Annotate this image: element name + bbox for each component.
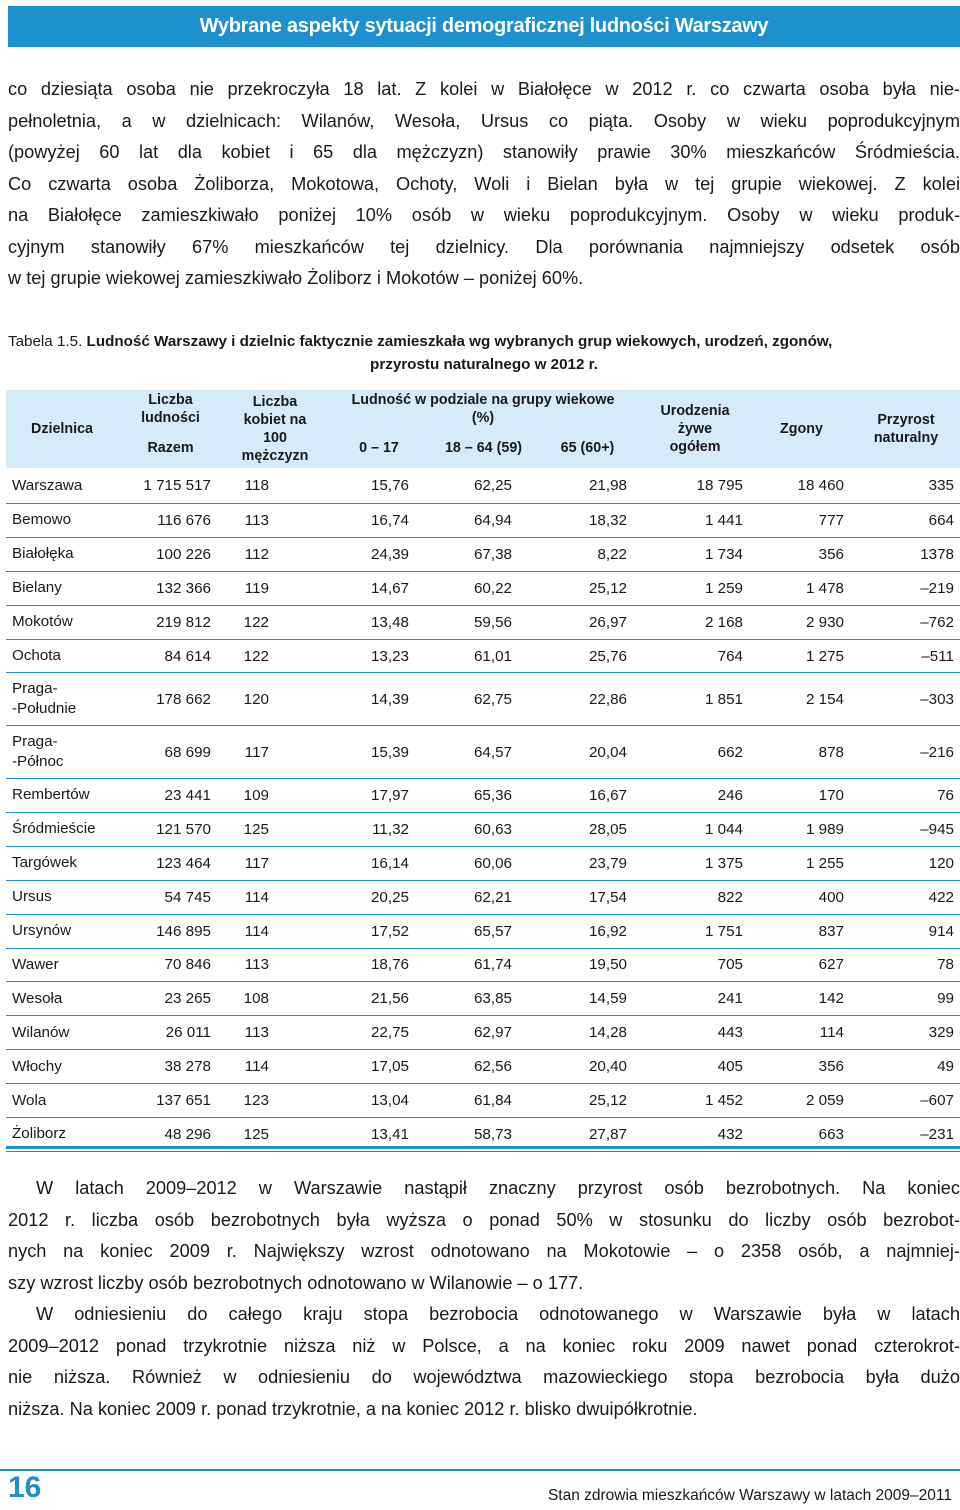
deaths-cell: 2 930 (751, 605, 852, 639)
women-ratio-cell: 119 (223, 571, 327, 605)
age-0-17-cell: 16,74 (327, 504, 431, 538)
growth-cell: 99 (852, 982, 960, 1016)
district-name: Wawer (12, 955, 59, 973)
age-18-64-cell: 60,63 (431, 812, 536, 846)
table-caption (8, 330, 960, 376)
age-18-64-cell: 64,94 (431, 504, 536, 538)
women-ratio-cell: 117 (223, 846, 327, 880)
population-cell: 70 846 (118, 948, 223, 982)
age-0-17-cell: 14,67 (327, 571, 431, 605)
table-row (6, 605, 960, 639)
growth-cell: 664 (852, 504, 960, 538)
age-0-17-cell: 17,05 (327, 1050, 431, 1084)
deaths-cell: 18 460 (751, 468, 852, 504)
age-0-17-cell: 17,52 (327, 914, 431, 948)
births-cell: 2 168 (639, 605, 751, 639)
deaths-cell: 170 (751, 779, 852, 813)
births-cell: 432 (639, 1117, 751, 1151)
age-65-cell: 8,22 (536, 537, 639, 571)
women-ratio-cell: 109 (223, 779, 327, 813)
intro-line: co dziesiąta osoba nie przekroczyła 18 lat. Z kolei w Białołęce w 2012 r. co czwarta osoba była nie- (8, 79, 960, 99)
age-18-64-cell: 62,25 (431, 468, 536, 504)
age-65-cell: 17,54 (536, 880, 639, 914)
deaths-cell: 400 (751, 880, 852, 914)
age-65-cell: 18,32 (536, 504, 639, 538)
district-name-cell (6, 982, 118, 1016)
women-ratio-cell: 114 (223, 1050, 327, 1084)
table-row (6, 779, 960, 813)
district-name: Ursus (12, 888, 52, 906)
women-ratio-cell: 125 (223, 1117, 327, 1151)
age-65-cell: 22,86 (536, 673, 639, 726)
data-table (6, 390, 960, 1152)
population-cell: 178 662 (118, 673, 223, 726)
table-row (6, 880, 960, 914)
age-18-64-cell: 67,38 (431, 537, 536, 571)
age-18-64-cell: 61,74 (431, 948, 536, 982)
births-cell: 1 734 (639, 537, 751, 571)
table-row (6, 468, 960, 504)
age-65-cell: 27,87 (536, 1117, 639, 1151)
deaths-cell: 1 478 (751, 571, 852, 605)
age-18-64-cell: 62,75 (431, 673, 536, 726)
body-line: W odniesieniu do całego kraju stopa bezrobocia odnotowanego w Warszawie była w latach (36, 1304, 960, 1324)
table-title-cont: przyrostu naturalnego w 2012 r. (370, 356, 598, 373)
age-0-17-cell: 20,25 (327, 880, 431, 914)
population-cell: 146 895 (118, 914, 223, 948)
body-paragraphs (8, 1173, 960, 1425)
page-number: 16 (8, 1471, 42, 1504)
age-18-64-cell: 62,97 (431, 1016, 536, 1050)
births-cell: 1 751 (639, 914, 751, 948)
table-row (6, 846, 960, 880)
table-row (6, 1016, 960, 1050)
growth-cell: –762 (852, 605, 960, 639)
growth-cell: 120 (852, 846, 960, 880)
table-row (6, 504, 960, 538)
header-growth: Przyrost naturalny (852, 390, 960, 468)
table-row (6, 1084, 960, 1118)
growth-cell: –511 (852, 639, 960, 673)
intro-line: pełnoletnia, a w dzielnicach: Wilanów, Wesoła, Ursus co piąta. Osoby w wieku poprodukcyjnym (8, 110, 960, 131)
body-line: szy wzrost liczby osób bezrobotnych odnotowano w Wilanowie – o 177. (8, 1272, 584, 1293)
district-name-cell (6, 948, 118, 982)
births-cell: 662 (639, 726, 751, 779)
births-cell: 822 (639, 880, 751, 914)
women-ratio-cell: 122 (223, 639, 327, 673)
deaths-cell: 1 255 (751, 846, 852, 880)
age-0-17-cell: 22,75 (327, 1016, 431, 1050)
district-name: Bemowo (12, 511, 72, 529)
district-name-cell (6, 812, 118, 846)
age-0-17-cell: 13,48 (327, 605, 431, 639)
age-65-cell: 25,12 (536, 1084, 639, 1118)
age-18-64-cell: 61,01 (431, 639, 536, 673)
district-name-cell (6, 468, 118, 504)
table-row (6, 1050, 960, 1084)
table-row (6, 639, 960, 673)
age-18-64-cell: 62,21 (431, 880, 536, 914)
births-cell: 705 (639, 948, 751, 982)
district-name: Żoliborz (12, 1125, 67, 1143)
header-age-65: 65 (60+) (536, 428, 639, 468)
growth-cell: 1378 (852, 537, 960, 571)
population-cell: 84 614 (118, 639, 223, 673)
age-65-cell: 14,28 (536, 1016, 639, 1050)
district-name: Włochy (12, 1057, 62, 1075)
district-name: Ochota (12, 647, 61, 664)
header-age-0-17: 0 – 17 (327, 428, 431, 468)
population-cell: 68 699 (118, 726, 223, 779)
growth-cell: –216 (852, 726, 960, 779)
header-population-sub: Razem (118, 428, 223, 468)
births-cell: 405 (639, 1050, 751, 1084)
district-name-cont: -Północ (12, 753, 64, 771)
population-cell: 48 296 (118, 1117, 223, 1151)
district-name-cell (6, 673, 118, 726)
growth-cell: 78 (852, 948, 960, 982)
age-65-cell: 16,67 (536, 779, 639, 813)
women-ratio-cell: 112 (223, 537, 327, 571)
deaths-cell: 114 (751, 1016, 852, 1050)
births-cell: 1 375 (639, 846, 751, 880)
growth-cell: –945 (852, 812, 960, 846)
women-ratio-cell: 117 (223, 726, 327, 779)
district-name: Ursynów (12, 922, 72, 940)
women-ratio-cell: 113 (223, 504, 327, 538)
district-name-cell (6, 639, 118, 673)
district-name-cell (6, 1050, 118, 1084)
table-row (6, 571, 960, 605)
growth-cell: –231 (852, 1117, 960, 1151)
deaths-cell: 837 (751, 914, 852, 948)
section-header-banner (8, 6, 960, 47)
growth-cell: 49 (852, 1050, 960, 1084)
table-body (6, 468, 960, 1151)
district-name: Wilanów (12, 1023, 70, 1041)
growth-cell: –219 (852, 571, 960, 605)
women-ratio-cell: 114 (223, 914, 327, 948)
header-women-ratio: Liczba kobiet na 100 mężczyzn (223, 390, 327, 468)
age-18-64-cell: 60,22 (431, 571, 536, 605)
district-name: Targówek (12, 854, 77, 872)
district-name: Śródmieście (12, 820, 96, 838)
population-cell: 23 441 (118, 779, 223, 813)
population-cell: 132 366 (118, 571, 223, 605)
deaths-cell: 2 059 (751, 1084, 852, 1118)
age-65-cell: 20,04 (536, 726, 639, 779)
age-65-cell: 26,97 (536, 605, 639, 639)
deaths-cell: 356 (751, 537, 852, 571)
growth-cell: 422 (852, 880, 960, 914)
district-name: Wesoła (12, 989, 63, 1007)
age-18-64-cell: 58,73 (431, 1117, 536, 1151)
age-65-cell: 20,40 (536, 1050, 639, 1084)
growth-cell: 914 (852, 914, 960, 948)
population-cell: 219 812 (118, 605, 223, 639)
deaths-cell: 627 (751, 948, 852, 982)
district-name-cell (6, 605, 118, 639)
intro-line: cyjnym stanowiły 67% mieszkańców tej dzielnicy. Dla porównania najmniejszy odsetek osób (8, 236, 960, 257)
district-name-cell (6, 914, 118, 948)
age-18-64-cell: 63,85 (431, 982, 536, 1016)
age-65-cell: 16,92 (536, 914, 639, 948)
population-cell: 121 570 (118, 812, 223, 846)
age-0-17-cell: 16,14 (327, 846, 431, 880)
body-line: 2009–2012 ponad trzykrotnie niższa niż w Polsce, a na koniec roku 2009 nawet ponad czterokrot- (8, 1335, 960, 1356)
age-65-cell: 19,50 (536, 948, 639, 982)
district-name-cell (6, 880, 118, 914)
district-name: Bielany (12, 579, 62, 597)
women-ratio-cell: 125 (223, 812, 327, 846)
header-age-18-64: 18 – 64 (59) (431, 428, 536, 468)
table-label: Tabela 1.5. (8, 333, 83, 350)
table-row (6, 726, 960, 779)
births-cell: 241 (639, 982, 751, 1016)
age-0-17-cell: 15,76 (327, 468, 431, 504)
intro-line: w tej grupie wiekowej zamieszkiwało Żoliborz i Mokotów – poniżej 60%. (8, 268, 584, 288)
age-0-17-cell: 24,39 (327, 537, 431, 571)
age-18-64-cell: 65,36 (431, 779, 536, 813)
births-cell: 246 (639, 779, 751, 813)
age-0-17-cell: 13,04 (327, 1084, 431, 1118)
header-births: Urodzenia żywe ogółem (639, 390, 751, 468)
district-name: Białołęka (12, 545, 74, 563)
age-0-17-cell: 18,76 (327, 948, 431, 982)
table-row (6, 673, 960, 726)
age-65-cell: 28,05 (536, 812, 639, 846)
deaths-cell: 356 (751, 1050, 852, 1084)
district-name: Wola (12, 1091, 47, 1109)
population-cell: 54 745 (118, 880, 223, 914)
births-cell: 443 (639, 1016, 751, 1050)
births-cell: 1 851 (639, 673, 751, 726)
growth-cell: 335 (852, 468, 960, 504)
age-18-64-cell: 61,84 (431, 1084, 536, 1118)
district-name-cell (6, 504, 118, 538)
publication-title: Stan zdrowia mieszkańców Warszawy w latach 2009–2011 (547, 1487, 952, 1504)
table-row (6, 948, 960, 982)
women-ratio-cell: 113 (223, 1016, 327, 1050)
footer-rule (0, 1469, 960, 1471)
district-name-cont: -Południe (12, 700, 77, 718)
population-cell: 116 676 (118, 504, 223, 538)
age-18-64-cell: 60,06 (431, 846, 536, 880)
district-name-cell (6, 1016, 118, 1050)
section-title: Wybrane aspekty sytuacji demograficznej ludności Warszawy (199, 15, 769, 37)
age-18-64-cell: 59,56 (431, 605, 536, 639)
district-name: Rembertów (12, 786, 90, 804)
deaths-cell: 2 154 (751, 673, 852, 726)
intro-paragraph (8, 74, 960, 295)
age-0-17-cell: 13,23 (327, 639, 431, 673)
age-65-cell: 25,76 (536, 639, 639, 673)
deaths-cell: 777 (751, 504, 852, 538)
table-row (6, 537, 960, 571)
population-cell: 38 278 (118, 1050, 223, 1084)
population-cell: 123 464 (118, 846, 223, 880)
district-name-cell (6, 1084, 118, 1118)
header-population: Liczba ludności (118, 390, 223, 428)
age-0-17-cell: 11,32 (327, 812, 431, 846)
age-65-cell: 25,12 (536, 571, 639, 605)
women-ratio-cell: 108 (223, 982, 327, 1016)
body-line: 2012 r. liczba osób bezrobotnych była wyższa o ponad 50% w stosunku do liczby osób bezrobot- (8, 1209, 960, 1230)
body-line: nie niższa. Również w odniesieniu do województwa mazowieckiego stopa bezrobocia była dużo (8, 1367, 960, 1387)
growth-cell: 329 (852, 1016, 960, 1050)
district-name: Praga- (12, 733, 58, 751)
table-row (6, 914, 960, 948)
header-district: Dzielnica (6, 390, 118, 468)
women-ratio-cell: 118 (223, 468, 327, 504)
district-name: Praga- (12, 680, 58, 698)
deaths-cell: 142 (751, 982, 852, 1016)
births-cell: 1 044 (639, 812, 751, 846)
age-65-cell: 23,79 (536, 846, 639, 880)
age-0-17-cell: 13,41 (327, 1117, 431, 1151)
age-0-17-cell: 15,39 (327, 726, 431, 779)
intro-line: (powyżej 60 lat dla kobiet i 65 dla mężczyzn) stanowiły prawie 30% mieszkańców Śródmieścia. (8, 142, 960, 162)
births-cell: 18 795 (639, 468, 751, 504)
age-18-64-cell: 65,57 (431, 914, 536, 948)
district-name-cell (6, 571, 118, 605)
age-18-64-cell: 64,57 (431, 726, 536, 779)
births-cell: 1 441 (639, 504, 751, 538)
district-name-cell (6, 779, 118, 813)
body-line: niższa. Na koniec 2009 r. ponad trzykrotnie, a na koniec 2012 r. blisko dwuipółkrotnie. (8, 1398, 698, 1419)
district-name: Mokotów (12, 613, 73, 631)
women-ratio-cell: 123 (223, 1084, 327, 1118)
district-name-cell (6, 537, 118, 571)
population-cell: 100 226 (118, 537, 223, 571)
population-cell: 1 715 517 (118, 468, 223, 504)
deaths-cell: 878 (751, 726, 852, 779)
intro-line: na Białołęce zamieszkiwało poniżej 10% osób w wieku poprodukcyjnym. Osoby w wieku produk- (8, 205, 960, 225)
women-ratio-cell: 122 (223, 605, 327, 639)
table-row (6, 812, 960, 846)
population-cell: 26 011 (118, 1016, 223, 1050)
growth-cell: –607 (852, 1084, 960, 1118)
header-deaths: Zgony (751, 390, 852, 468)
district-name-cell (6, 846, 118, 880)
population-cell: 23 265 (118, 982, 223, 1016)
intro-line: Co czwarta osoba Żoliborza, Mokotowa, Ochoty, Woli i Bielan była w tej grupie wiekowej. Z kolei (8, 173, 960, 194)
body-line: nych na koniec 2009 r. Największy wzrost odnotowano na Mokotowie – o 2358 osób, a najmniej- (8, 1241, 960, 1261)
deaths-cell: 663 (751, 1117, 852, 1151)
population-cell: 137 651 (118, 1084, 223, 1118)
growth-cell: 76 (852, 779, 960, 813)
deaths-cell: 1 275 (751, 639, 852, 673)
births-cell: 1 452 (639, 1084, 751, 1118)
age-65-cell: 14,59 (536, 982, 639, 1016)
age-0-17-cell: 21,56 (327, 982, 431, 1016)
district-name: Warszawa (12, 476, 83, 494)
women-ratio-cell: 113 (223, 948, 327, 982)
district-name-cell (6, 726, 118, 779)
table-bottom-rule (6, 1146, 960, 1149)
women-ratio-cell: 114 (223, 880, 327, 914)
growth-cell: –303 (852, 673, 960, 726)
table-title: Ludność Warszawy i dzielnic faktycznie zamieszkała wg wybranych grup wiekowych, urodzeń, zgonów, (86, 333, 833, 350)
age-18-64-cell: 62,56 (431, 1050, 536, 1084)
births-cell: 764 (639, 639, 751, 673)
women-ratio-cell: 120 (223, 673, 327, 726)
body-line: W latach 2009–2012 w Warszawie nastąpił znaczny przyrost osób bezrobotnych. Na koniec (36, 1178, 960, 1198)
age-65-cell: 21,98 (536, 468, 639, 504)
age-0-17-cell: 14,39 (327, 673, 431, 726)
births-cell: 1 259 (639, 571, 751, 605)
header-age-groups: Ludność w podziale na grupy wiekowe (%) (327, 390, 639, 428)
age-0-17-cell: 17,97 (327, 779, 431, 813)
table-row (6, 982, 960, 1016)
deaths-cell: 1 989 (751, 812, 852, 846)
